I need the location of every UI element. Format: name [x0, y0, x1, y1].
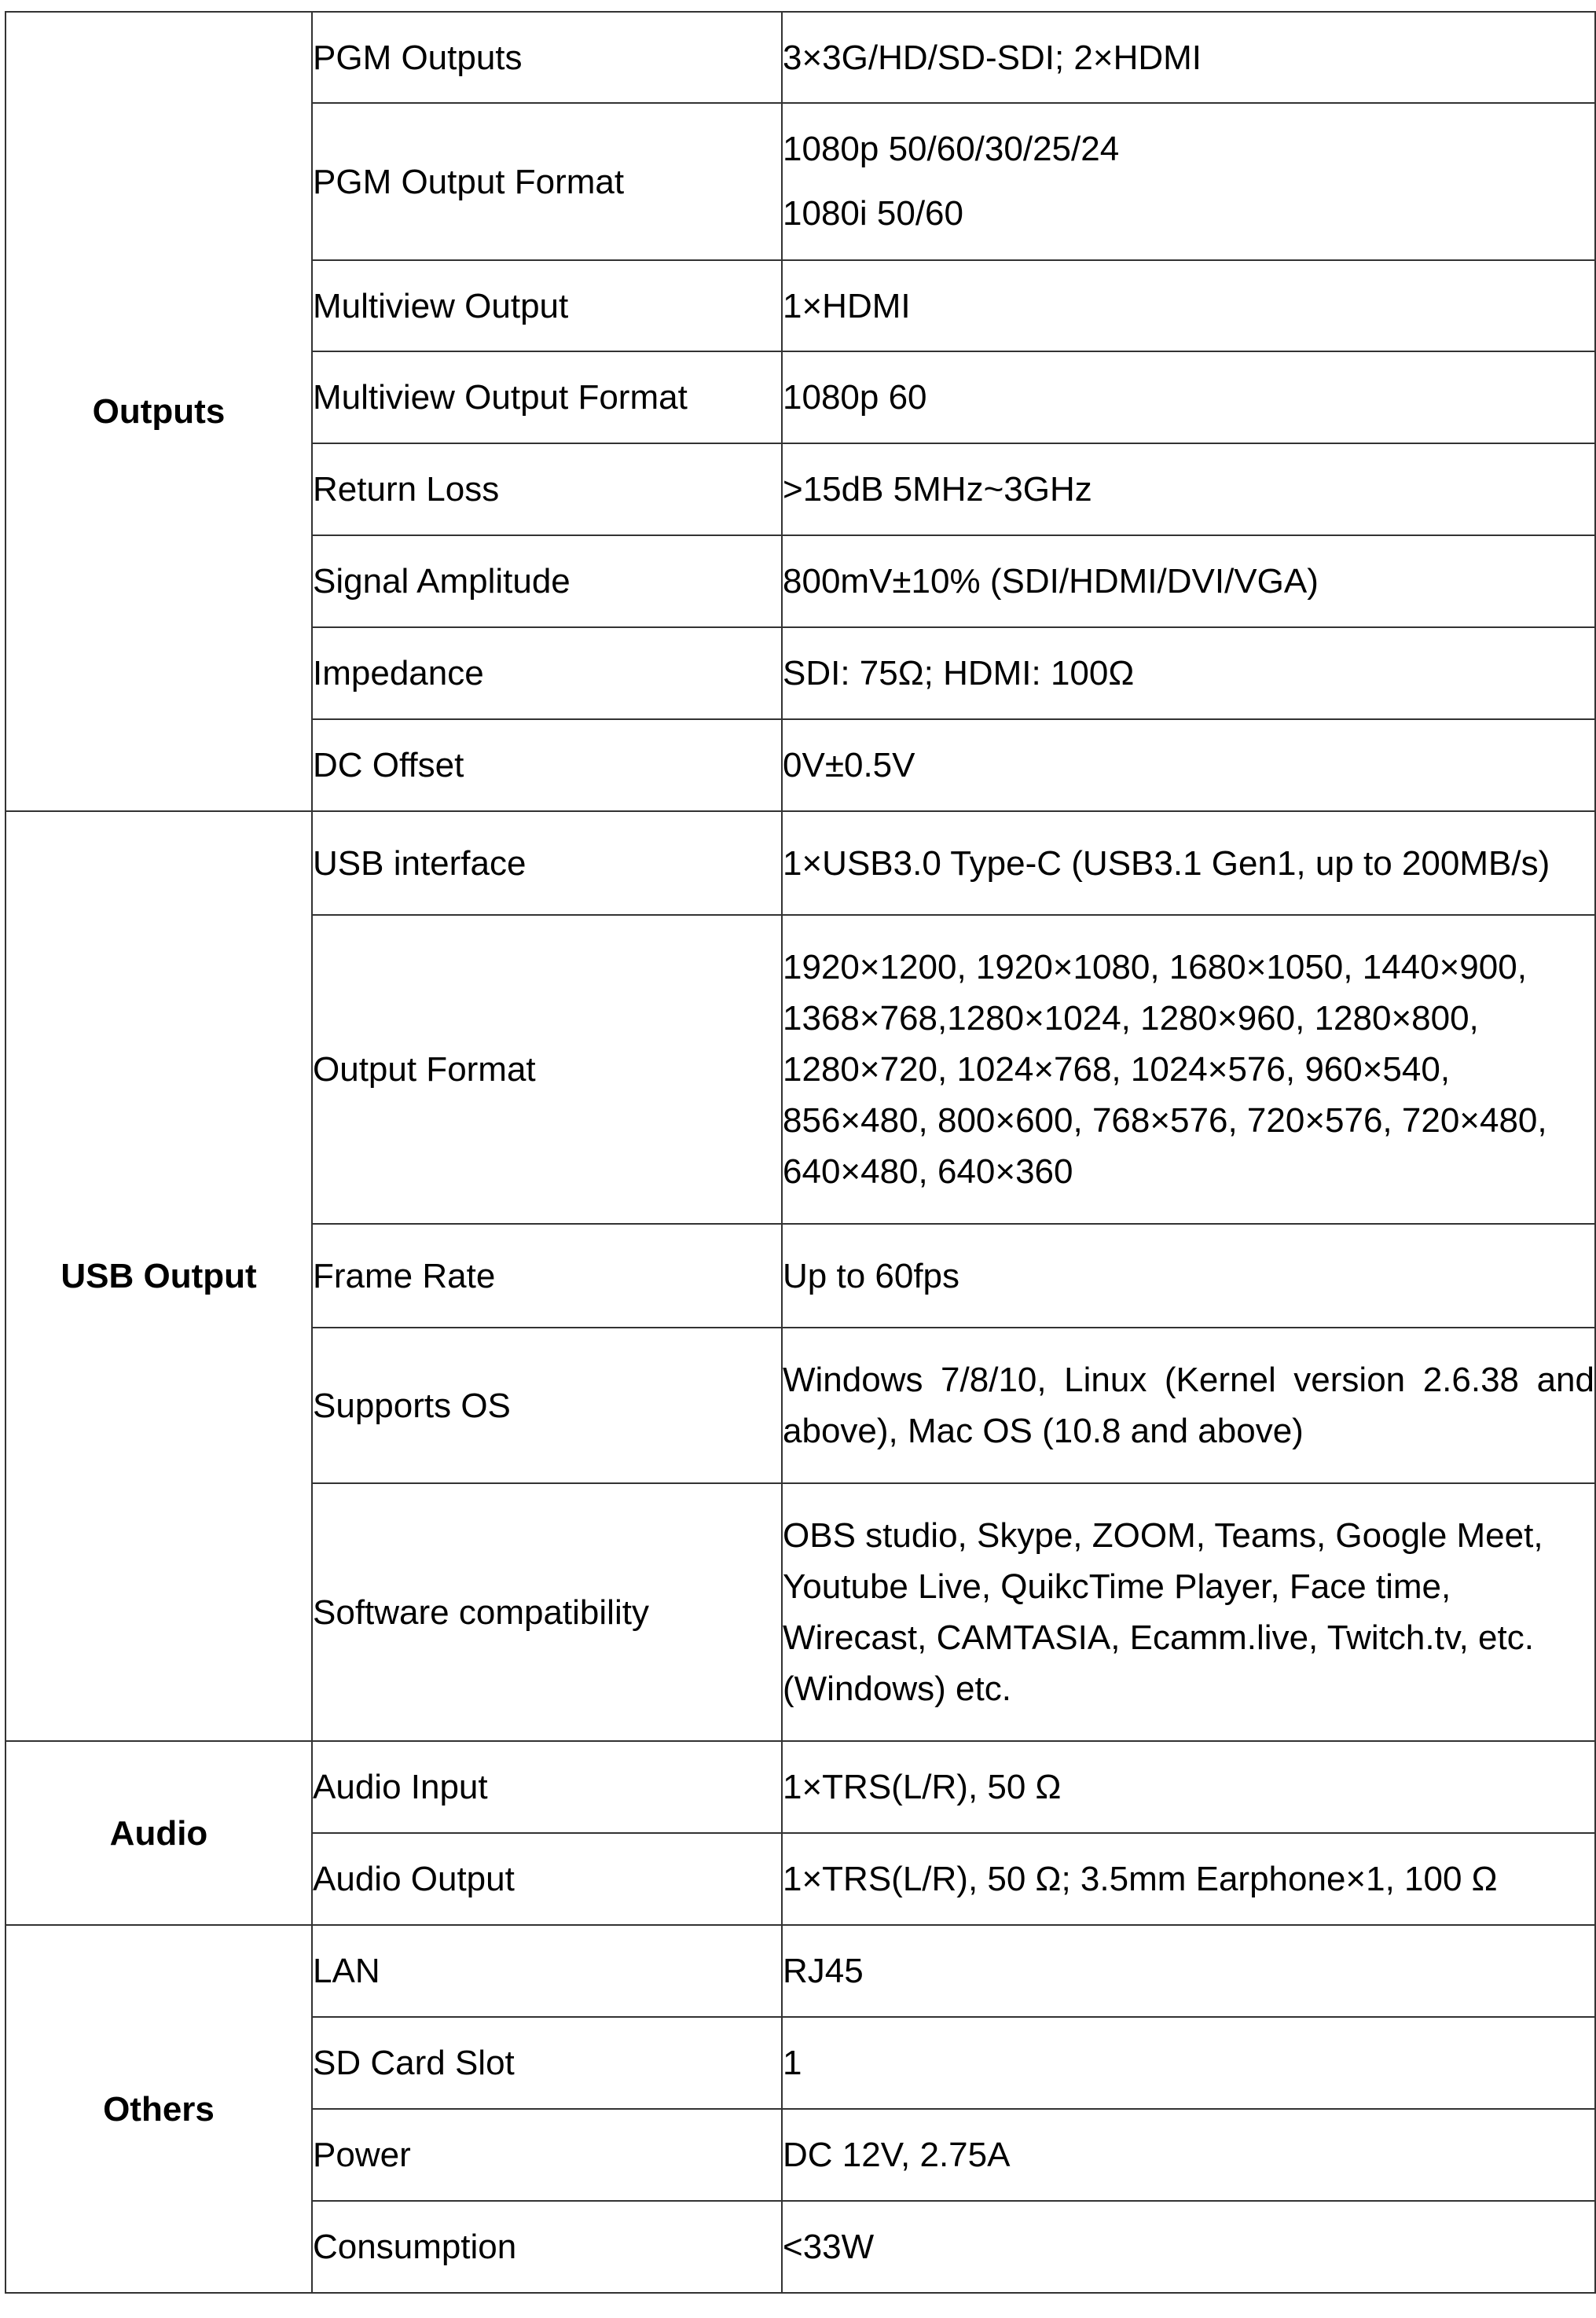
value-power: [782, 2109, 1595, 2201]
value-line: DC 12V, 2.75A: [783, 2136, 1011, 2174]
value-usb-interface: [782, 811, 1595, 915]
table-row: [6, 811, 1595, 915]
spec-table: [5, 11, 1596, 2294]
param-dc-offset: DC Offset: [312, 719, 782, 811]
param-multiview-output: Multiview Output: [312, 260, 782, 351]
value-audio-output: [782, 1833, 1595, 1925]
category-outputs: Outputs: [6, 12, 312, 811]
value-return-loss: [782, 443, 1595, 535]
param-pgm-output-format: PGM Output Format: [312, 103, 782, 260]
value-line: 1920×1200, 1920×1080, 1680×1050, 1440×900,: [783, 948, 1527, 986]
value-line: 1: [783, 2044, 802, 2082]
param-lan: LAN: [312, 1925, 782, 2017]
value-line: 1368×768,1280×1024, 1280×960, 1280×800,: [783, 999, 1479, 1038]
value-line: Up to 60fps: [783, 1256, 960, 1295]
value-line: OBS studio, Skype, ZOOM, Teams, Google Meet,: [783, 1516, 1543, 1555]
value-sd-card-slot: [782, 2017, 1595, 2109]
value-line: Windows 7/8/10, Linux (Kernel version 2.6.38 and: [783, 1361, 1594, 1399]
value-frame-rate: [782, 1224, 1595, 1328]
value-line: Youtube Live, QuikcTime Player, Face time,: [783, 1567, 1451, 1606]
value-dc-offset: [782, 719, 1595, 811]
value-line: 640×480, 640×360: [783, 1152, 1073, 1191]
param-impedance: Impedance: [312, 627, 782, 719]
value-line: RJ45: [783, 1952, 864, 1990]
value-line: SDI: 75Ω; HDMI: 100Ω: [783, 654, 1135, 692]
value-line: 1080p 60: [783, 378, 927, 417]
value-pgm-outputs: [782, 12, 1595, 103]
param-audio-input: Audio Input: [312, 1741, 782, 1833]
param-power: Power: [312, 2109, 782, 2201]
value-line: 3×3G/HD/SD-SDI; 2×HDMI: [783, 38, 1202, 77]
param-audio-output: Audio Output: [312, 1833, 782, 1925]
param-output-format: Output Format: [312, 915, 782, 1224]
category-others: Others: [6, 1925, 312, 2293]
param-sd-card-slot: SD Card Slot: [312, 2017, 782, 2109]
value-line: 1×TRS(L/R), 50 Ω: [783, 1768, 1062, 1806]
value-multiview-output-format: [782, 351, 1595, 443]
value-supports-os: [782, 1328, 1595, 1483]
value-consumption: [782, 2201, 1595, 2293]
value-line: 0V±0.5V: [783, 746, 915, 784]
param-return-loss: Return Loss: [312, 443, 782, 535]
value-line: (Windows) etc.: [783, 1670, 1011, 1708]
value-multiview-output: [782, 260, 1595, 351]
param-frame-rate: Frame Rate: [312, 1224, 782, 1328]
value-output-format: [782, 915, 1595, 1224]
param-pgm-outputs: PGM Outputs: [312, 12, 782, 103]
value-line: Wirecast, CAMTASIA, Ecamm.live, Twitch.tv, etc.: [783, 1618, 1534, 1657]
category-usb-output: USB Output: [6, 811, 312, 1741]
value-line: 856×480, 800×600, 768×576, 720×576, 720×480,: [783, 1101, 1547, 1140]
table-row: [6, 1925, 1595, 2017]
value-line: 1×HDMI: [783, 286, 911, 325]
value-line: 1080p 50/60/30/25/24: [783, 130, 1120, 168]
param-software-compatibility: Software compatibility: [312, 1483, 782, 1741]
param-usb-interface: USB interface: [312, 811, 782, 915]
value-line: 1080i 50/60: [783, 194, 963, 233]
table-row: [6, 12, 1595, 103]
param-consumption: Consumption: [312, 2201, 782, 2293]
value-audio-input: [782, 1741, 1595, 1833]
value-lan: [782, 1925, 1595, 2017]
value-line: above), Mac OS (10.8 and above): [783, 1412, 1304, 1450]
value-impedance: [782, 627, 1595, 719]
param-signal-amplitude: Signal Amplitude: [312, 535, 782, 627]
value-line: >15dB 5MHz~3GHz: [783, 470, 1092, 509]
table-row: [6, 1741, 1595, 1833]
category-audio: Audio: [6, 1741, 312, 1925]
value-pgm-output-format: [782, 103, 1595, 260]
value-line: 1280×720, 1024×768, 1024×576, 960×540,: [783, 1050, 1451, 1089]
value-line: <33W: [783, 2228, 875, 2266]
value-line: 1×USB3.0 Type-C (USB3.1 Gen1, up to 200MB/s): [783, 843, 1550, 883]
param-multiview-output-format: Multiview Output Format: [312, 351, 782, 443]
value-line: 1×TRS(L/R), 50 Ω; 3.5mm Earphone×1, 100 Ω: [783, 1860, 1498, 1898]
value-line: 800mV±10% (SDI/HDMI/DVI/VGA): [783, 562, 1319, 601]
value-signal-amplitude: [782, 535, 1595, 627]
value-software-compatibility: [782, 1483, 1595, 1741]
param-supports-os: Supports OS: [312, 1328, 782, 1483]
